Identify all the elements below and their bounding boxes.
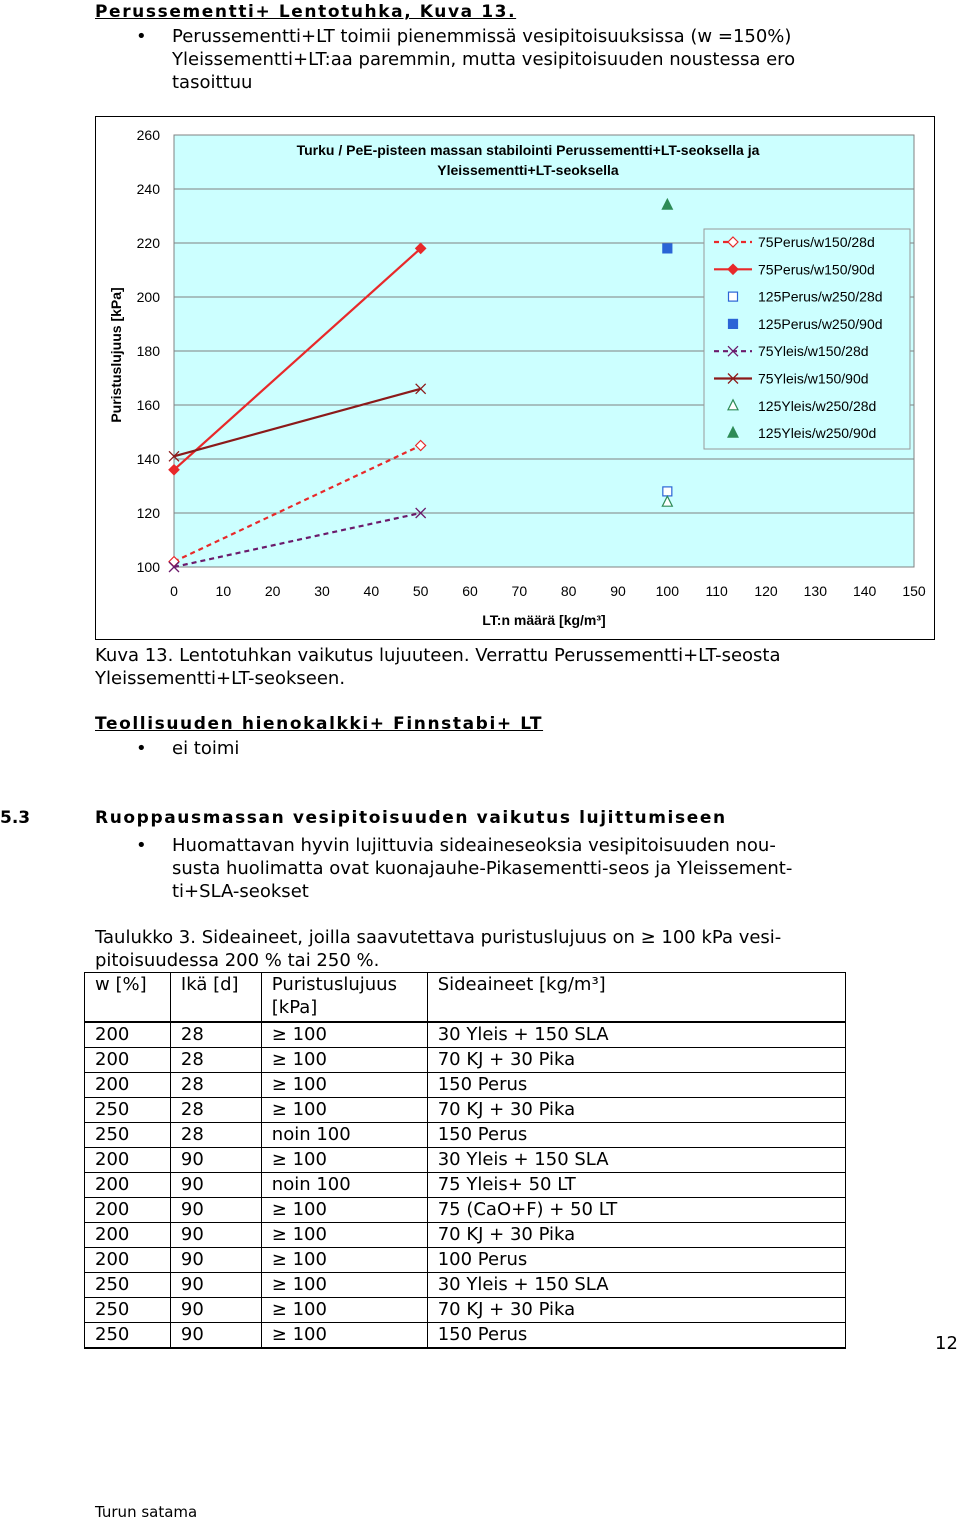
table-caption-line-2: pitoisuudessa 200 % tai 250 %. (95, 950, 380, 971)
table-cell: 200 (85, 1048, 171, 1073)
chart-title-line-1: Turku / PeE-pisteen massan stabilointi Perussementti+LT-seoksella ja (296, 142, 760, 158)
table-cell: 250 (85, 1298, 171, 1323)
y-tick-label: 220 (136, 235, 160, 251)
x-tick-label: 10 (215, 583, 232, 599)
table-cell: ≥ 100 (261, 1048, 427, 1073)
table-cell: 90 (170, 1148, 261, 1173)
y-tick-label: 120 (136, 505, 160, 521)
table-cell: 200 (85, 1022, 171, 1048)
table-cell: noin 100 (261, 1123, 427, 1148)
table-cell: ≥ 100 (261, 1073, 427, 1098)
x-tick-label: 20 (264, 583, 281, 599)
bullet-line-1: Perussementti+LT toimii pienemmissä vesipitoisuuksissa (w =150%) (172, 26, 792, 47)
table-cell: ≥ 100 (261, 1323, 427, 1349)
table-row (85, 1148, 846, 1173)
table-row (85, 1098, 846, 1123)
figure-caption-line-1: Kuva 13. Lentotuhkan vaikutus lujuuteen. Verrattu Perussementti+LT-seosta (95, 645, 781, 666)
legend-label: 125Yleis/w250/28d (758, 397, 877, 414)
table-header-cell: Sideaineet [kg/m³] (427, 973, 845, 1023)
legend-label: 75Perus/w150/28d (758, 234, 875, 250)
table-cell: 90 (170, 1198, 261, 1223)
table-row (85, 1173, 846, 1198)
y-tick-label: 200 (136, 289, 160, 305)
table-cell: 90 (170, 1173, 261, 1198)
table-cell: ≥ 100 (261, 1273, 427, 1298)
table-row (85, 1248, 846, 1273)
table-cell: 200 (85, 1148, 171, 1173)
x-tick-labels (170, 583, 926, 599)
table-cell: 70 KJ + 30 Pika (427, 1298, 845, 1323)
x-tick-label: 50 (412, 583, 429, 599)
x-tick-label: 150 (902, 583, 926, 599)
y-tick-label: 140 (136, 451, 160, 467)
table-header-cell: Puristuslujuus [kPa] (261, 973, 427, 1023)
bullet-marker: • (136, 835, 147, 856)
table-cell: 28 (170, 1073, 261, 1098)
legend-label: 125Perus/w250/90d (758, 315, 883, 332)
legend-marker (729, 292, 738, 301)
table-row (85, 1223, 846, 1248)
x-tick-label: 60 (462, 583, 478, 599)
series (663, 244, 672, 253)
bullet-line-2: Yleissementti+LT:aa paremmin, mutta vesipitoisuuden noustessa ero (172, 49, 796, 70)
bullet-marker: • (136, 26, 147, 47)
table-cell: 70 KJ + 30 Pika (427, 1223, 845, 1248)
bullet-line-2: susta huolimatta ovat kuonajauhe-Pikasementti-seos ja Yleissement- (172, 858, 793, 879)
table-cell: 75 (CaO+F) + 50 LT (427, 1198, 845, 1223)
table-cell: 28 (170, 1048, 261, 1073)
table-row (85, 1048, 846, 1073)
table-cell: 28 (170, 1123, 261, 1148)
table-cell: 70 KJ + 30 Pika (427, 1098, 845, 1123)
table-cell: 70 KJ + 30 Pika (427, 1048, 845, 1073)
chart-title-line-2: Yleissementti+LT-seoksella (437, 162, 619, 178)
table-cell: 150 Perus (427, 1123, 845, 1148)
x-tick-label: 80 (560, 583, 577, 599)
table-header-cell: Ikä [d] (170, 973, 261, 1023)
table-cell: 200 (85, 1248, 171, 1273)
table-cell: 200 (85, 1173, 171, 1198)
table-cell: 250 (85, 1323, 171, 1349)
legend-label: 75Yleis/w150/28d (758, 343, 869, 360)
section-heading-5-3: Ruoppausmassan vesipitoisuuden vaikutus lujittumiseen (95, 808, 727, 828)
table-row (85, 1073, 846, 1098)
y-tick-label: 100 (136, 559, 160, 575)
series (663, 487, 672, 496)
data-point (663, 244, 672, 253)
table-header-cell: w [%] (85, 973, 171, 1023)
table-cell: ≥ 100 (261, 1022, 427, 1048)
x-tick-label: 90 (610, 583, 626, 599)
table-cell: 30 Yleis + 150 SLA (427, 1022, 845, 1048)
x-axis-label: LT:n määrä [kg/m³] (482, 612, 606, 628)
x-tick-label: 30 (314, 583, 330, 599)
legend-label: 125Yleis/w250/90d (758, 425, 877, 442)
y-tick-label: 160 (136, 397, 160, 413)
table-cell: 90 (170, 1248, 261, 1273)
figure-caption-line-2: Yleissementti+LT-seokseen. (95, 668, 346, 689)
table-cell: 100 Perus (427, 1248, 845, 1273)
bullet-line-1: Huomattavan hyvin lujittuvia sideaineseoksia vesipitoisuuden nou- (172, 835, 776, 856)
x-tick-label: 100 (655, 583, 680, 599)
table-cell: ≥ 100 (261, 1223, 427, 1248)
table-cell: 200 (85, 1223, 171, 1248)
section-heading-perussementti: Perussementti+ Lentotuhka, Kuva 13. (95, 2, 517, 22)
table-cell: 250 (85, 1098, 171, 1123)
table-row (85, 1273, 846, 1298)
table-row (85, 1323, 846, 1349)
legend-marker (729, 319, 738, 328)
table-cell: 30 Yleis + 150 SLA (427, 1273, 845, 1298)
x-tick-label: 40 (363, 583, 380, 599)
x-tick-label: 120 (754, 583, 778, 599)
table-row (85, 1022, 846, 1048)
table-cell: noin 100 (261, 1173, 427, 1198)
y-axis-label: Puristuslujuus [kPa] (108, 287, 124, 423)
bullet-line-3: ti+SLA-seokset (172, 881, 309, 902)
table-cell: 90 (170, 1273, 261, 1298)
table-cell: 250 (85, 1273, 171, 1298)
y-tick-label: 260 (136, 127, 160, 143)
table-cell: ≥ 100 (261, 1148, 427, 1173)
table-cell: 90 (170, 1223, 261, 1248)
table-cell: 30 Yleis + 150 SLA (427, 1148, 845, 1173)
bullet-line-3: tasoittuu (172, 72, 253, 93)
legend-label: 125Perus/w250/28d (758, 288, 883, 305)
page-number: 12 (935, 1333, 958, 1354)
table-cell: 200 (85, 1198, 171, 1223)
x-tick-label: 140 (852, 583, 877, 599)
table-row (85, 1298, 846, 1323)
x-tick-label: 70 (511, 583, 528, 599)
table-cell: 28 (170, 1098, 261, 1123)
legend-label: 75Yleis/w150/90d (758, 370, 869, 387)
strength-chart (96, 117, 936, 641)
y-tick-label: 240 (136, 181, 160, 197)
bullet-marker: • (136, 738, 147, 759)
x-tick-label: 0 (170, 583, 178, 599)
table-header-row (85, 973, 846, 1023)
table-row (85, 1198, 846, 1223)
chart-frame (95, 116, 935, 640)
data-point (663, 487, 672, 496)
table-cell: 150 Perus (427, 1073, 845, 1098)
table-cell: 90 (170, 1323, 261, 1349)
table-row (85, 1123, 846, 1148)
y-tick-labels (137, 127, 161, 575)
table-caption-line-1: Taulukko 3. Sideaineet, joilla saavutettava puristuslujuus on ≥ 100 kPa vesi- (95, 927, 782, 948)
x-tick-label: 110 (705, 583, 728, 599)
section-number: 5.3 (0, 808, 31, 828)
table-cell: 250 (85, 1123, 171, 1148)
table-cell: 75 Yleis+ 50 LT (427, 1173, 845, 1198)
section-heading-teollisuuden: Teollisuuden hienokalkki+ Finnstabi+ LT (95, 714, 544, 734)
footer-text: Turun satama (95, 1503, 198, 1521)
bullet-ei-toimi: ei toimi (172, 738, 240, 759)
table-cell: ≥ 100 (261, 1298, 427, 1323)
table-cell: 90 (170, 1298, 261, 1323)
table-cell: 200 (85, 1073, 171, 1098)
table-cell: ≥ 100 (261, 1098, 427, 1123)
x-tick-label: 130 (803, 583, 828, 599)
table-cell: 28 (170, 1022, 261, 1048)
table-cell: 150 Perus (427, 1323, 845, 1349)
table-cell: ≥ 100 (261, 1248, 427, 1273)
binder-table (84, 972, 846, 1349)
table-cell: ≥ 100 (261, 1198, 427, 1223)
y-tick-label: 180 (136, 343, 160, 359)
legend-label: 75Perus/w150/90d (758, 261, 875, 278)
